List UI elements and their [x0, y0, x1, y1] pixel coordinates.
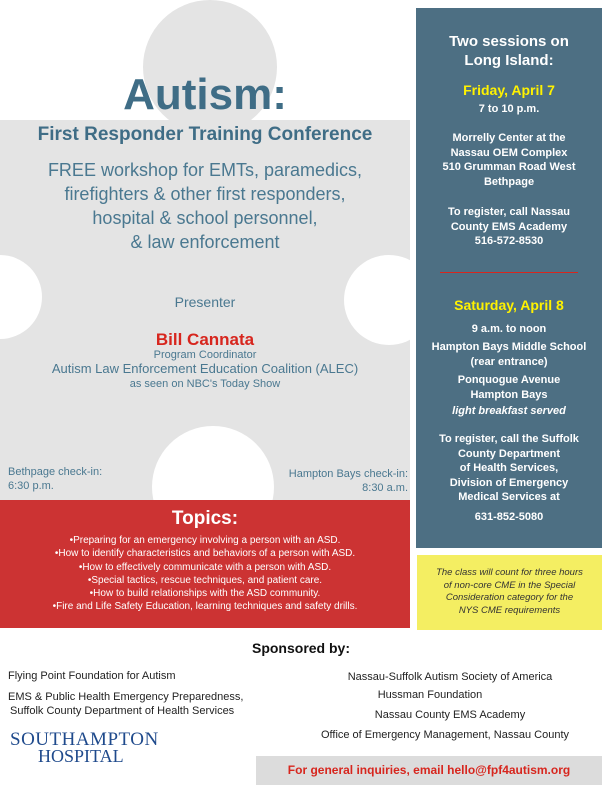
page-subtitle: First Responder Training Conference	[37, 124, 373, 145]
topic-item: •How to effectively communicate with a person with ASD.	[78, 561, 332, 573]
location-line: Hampton Bays Middle School	[431, 341, 587, 353]
topic-item: •Special tactics, rescue techniques, and patient care.	[87, 574, 323, 586]
friday-register	[416, 205, 602, 249]
location-line: Bethpage	[483, 175, 535, 188]
logo-line: HOSPITAL	[38, 746, 124, 766]
sponsors-heading: Sponsored by:	[251, 640, 350, 656]
inquiry-banner: For general inquiries, email hello@fpf4autism.org	[256, 756, 602, 785]
cme-line: of non-core CME in the Special	[443, 579, 576, 591]
register-line: To register, call the Suffolk	[439, 433, 579, 445]
sponsor-right: Nassau County EMS Academy	[374, 709, 526, 721]
register-line: County EMS Academy	[450, 220, 568, 233]
address-line: Ponquogue Avenue	[457, 374, 561, 386]
workshop-line: & law enforcement	[130, 232, 280, 252]
southampton-hospital-logo	[10, 731, 159, 765]
checkin-time: 6:30 p.m.	[8, 480, 54, 492]
register-line: Division of Emergency	[449, 476, 569, 489]
register-phone: 516-572-8530	[474, 235, 544, 247]
address-line: Hampton Bays	[470, 388, 548, 401]
topic-item: •How to build relationships with the ASD community.	[89, 588, 321, 600]
topic-item: •Fire and Life Safety Education, learning techniques and safety drills.	[52, 601, 358, 613]
location-line: (rear entrance)	[470, 355, 548, 368]
topics-title: Topics:	[171, 508, 239, 529]
sponsor-left: EMS & Public Health Emergency Preparedness,	[8, 691, 244, 703]
friday-day: Friday, April 7	[463, 82, 555, 98]
workshop-line: hospital & school personnel,	[92, 208, 318, 228]
saturday-time: 9 a.m. to noon	[471, 323, 547, 335]
hampton-checkin	[250, 467, 408, 495]
location-line: Nassau OEM Complex	[450, 146, 568, 159]
cme-line: Consideration category for the	[445, 592, 574, 603]
session-divider	[440, 272, 578, 273]
workshop-description	[0, 158, 410, 254]
friday-time: 7 to 10 p.m.	[478, 103, 540, 115]
topics-list	[0, 534, 410, 614]
register-line: Medical Services at	[458, 491, 560, 503]
workshop-line: FREE workshop for EMTs, paramedics,	[47, 160, 363, 180]
presenter-label: Presenter	[174, 294, 236, 310]
logo-line: SOUTHAMPTON	[10, 729, 159, 750]
sessions-panel	[416, 8, 602, 548]
sponsor-right: Office of Emergency Management, Nassau County	[320, 729, 570, 741]
presenter-organization: Autism Law Enforcement Education Coalition (ALEC)	[51, 361, 359, 376]
checkin-label: Bethpage check-in:	[8, 466, 103, 478]
saturday-phone: 631-852-5080	[474, 511, 544, 523]
sponsor-right: Hussman Foundation	[377, 689, 483, 701]
friday-location	[416, 131, 602, 189]
bethpage-checkin	[8, 465, 102, 493]
saturday-note: light breakfast served	[452, 405, 566, 417]
topics-panel	[0, 500, 410, 628]
topic-item: •How to identify characteristics and behaviors of a person with ASD.	[54, 548, 356, 560]
sponsor-right: Nassau-Suffolk Autism Society of America	[347, 671, 553, 683]
presenter-role: Program Coordinator	[153, 349, 257, 361]
saturday-address	[416, 373, 602, 402]
topic-item: •Preparing for an emergency involving a person with an ASD.	[69, 535, 341, 546]
register-line: County Department	[457, 447, 561, 460]
presenter-name: Bill Cannata	[155, 330, 255, 349]
checkin-time: 8:30 a.m.	[362, 482, 408, 494]
location-line: 510 Grumman Road West	[442, 161, 576, 173]
cme-line: The class will count for three hours	[436, 567, 583, 578]
register-line: To register, call Nassau	[447, 206, 571, 218]
presenter-media: as seen on NBC's Today Show	[129, 378, 281, 390]
checkin-label: Hampton Bays check-in:	[288, 468, 408, 480]
page-title: Autism:	[123, 70, 287, 119]
saturday-day: Saturday, April 8	[454, 297, 564, 313]
workshop-line: firefighters & other first responders,	[64, 184, 346, 204]
cme-line: NYS CME requirements	[458, 604, 561, 616]
saturday-location	[416, 340, 602, 369]
sessions-heading	[416, 32, 602, 70]
sessions-heading-line: Long Island:	[464, 52, 554, 69]
sponsor-left: Flying Point Foundation for Autism	[8, 670, 176, 682]
sponsor-left: Suffolk County Department of Health Services	[10, 705, 235, 717]
location-line: Morrelly Center at the	[452, 132, 566, 144]
cme-note	[417, 555, 602, 630]
sessions-heading-line: Two sessions on	[449, 33, 569, 50]
register-line: of Health Services,	[459, 462, 559, 474]
saturday-register	[416, 432, 602, 505]
